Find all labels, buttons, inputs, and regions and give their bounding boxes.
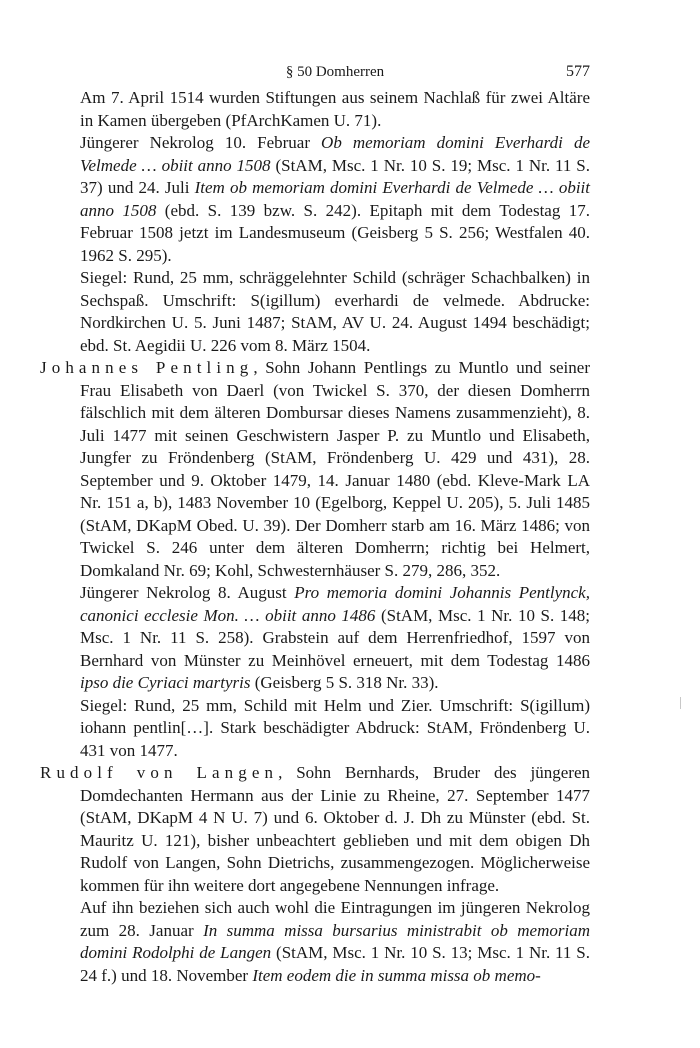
text-run: Jüngerer Nekrolog 8. August — [80, 583, 295, 602]
latin-quote: Item ob memoriam domini Everhardi de Velmede … obiit anno 1508 — [80, 178, 590, 220]
latin-quote: Item eodem die in summa missa ob memo- — [252, 965, 541, 985]
section-title: § 50 Domherren — [285, 64, 385, 80]
text-run: Auf ihn beziehen sich auch wohl die Eintragungen im jüngeren Nekrolog zum 28. Januar — [80, 898, 590, 940]
body-text — [40, 87, 590, 987]
paragraph-nekrolog-langen — [40, 897, 590, 987]
entry-name: Rudolf von Langen — [40, 763, 279, 782]
text-run: , Sohn Bernhards, Bruder des jüngeren Domdechanten Hermann aus der Linie zu Rheine, 27. September 1477 (StAM, DKapM 4 N U. 7) und 6. Oktober d. J. Dh zu Münster (ebd. St. Mauritz U. 121), bisher unbeachtert geblieben und mit dem obigen Dh Rudolf von Langen, Sohn Dietrichs, zusammengezogen. Möglicherweise kommen für ihn weitere dort angegebene Nennungen infrage. — [80, 763, 590, 895]
entry-rudolf-von-langen — [40, 762, 590, 897]
paragraph-siegel-velmede — [40, 267, 590, 357]
latin-quote: Ob memoriam domini Everhardi de Velmede … obiit anno 1508 — [80, 133, 590, 175]
text-run: Siegel: Rund, 25 mm, schräggelehnter Schild (schräger Schachbalken) in Sechspaß. Umschrift: S(igillum) everhardi de velmede. Abdrucke: Nordkirchen U. 5. Juni 1487; StAM, AV U. 24. August 1494 beschädigt; ebd. St. Aegidii U. 226 vom 8. März 1504. — [80, 268, 590, 355]
paragraph-siegel-pentling — [40, 695, 590, 763]
page-number: 577 — [566, 63, 590, 80]
text-run: (StAM, Msc. 1 Nr. 10 S. 19; Msc. 1 Nr. 11 S. 37) und 24. Juli — [80, 155, 590, 197]
latin-quote: Pro memoria domini Johannis Pentlynck, canonici ecclesie Mon. … obiit anno 1486 — [80, 583, 590, 625]
text-run: (ebd. S. 139 bzw. S. 242). Epitaph mit dem Todestag 17. Februar 1508 jetzt im Landesmuseum (Geisberg 5 S. 256; Westfalen 40. 1962 S. 295). — [80, 200, 590, 265]
text-run: Jüngerer Nekrolog 10. Februar — [80, 133, 322, 152]
text-run: (StAM, Msc. 1 Nr. 10 S. 148; Msc. 1 Nr. 11 S. 258). Grabstein auf dem Herrenfriedhof, 1597 von Bernhard von Münster zu Meinhövel erneuert, mit dem Todestag 1486 — [80, 605, 590, 670]
paragraph-nekrolog-pentling — [40, 582, 590, 695]
paragraph-nekrolog-velmede — [40, 132, 590, 267]
text-run: Am 7. April 1514 wurden Stiftungen aus seinem Nachlaß für zwei Altäre in Kamen übergeben (PfArchKamen U. 71). — [80, 88, 590, 130]
running-header — [80, 60, 590, 84]
entry-johannes-pentling — [40, 357, 590, 582]
paragraph-stiftungen — [40, 87, 590, 132]
text-run: (Geisberg 5 S. 318 Nr. 33). — [250, 673, 439, 692]
text-run: , Sohn Johann Pentlings zu Muntlo und seiner Frau Elisabeth von Daerl (von Twickel S. 370, der diesen Domherrn fälschlich mit dem älteren Dombursar dieses Namens zusammenzieht), 8. Juli 1477 mit seinen Geschwistern Jasper P. zu Muntlo und Elisabeth, Jungfer zu Fröndenberg (StAM, Fröndenberg U. 429 und 431), 28. September und 9. Oktober 1479, 14. Januar 1480 (ebd. Kleve-Mark LA Nr. 151 a, b), 1483 November 10 (Egelborg, Keppel U. 205), 5. Juli 1485 (StAM, DKapM Obed. U. 39). Der Domherr starb am 16. März 1486; von Twickel S. 246 unter dem älteren Domherrn; richtig bei Helmert, Domkaland Nr. 69; Kohl, Schwesternhäuser S. 279, 286, 352. — [80, 358, 590, 580]
entry-name: Johannes Pentling — [40, 358, 254, 377]
latin-quote: In summa missa bursarius ministrabit ob memoriam domini Rodolphi de Langen — [80, 920, 590, 962]
latin-quote: ipso die Cyriaci martyris — [80, 673, 251, 692]
text-run: (StAM, Msc. 1 Nr. 10 S. 13; Msc. 1 Nr. 11 S. 24 f.) und 18. November — [80, 943, 590, 985]
margin-mark — [680, 697, 681, 709]
text-run: Siegel: Rund, 25 mm, Schild mit Helm und Zier. Umschrift: S(igillum) iohann pentlin[…]. Stark beschädigter Abdruck: StAM, Fröndenberg U. 431 von 1477. — [80, 695, 590, 760]
